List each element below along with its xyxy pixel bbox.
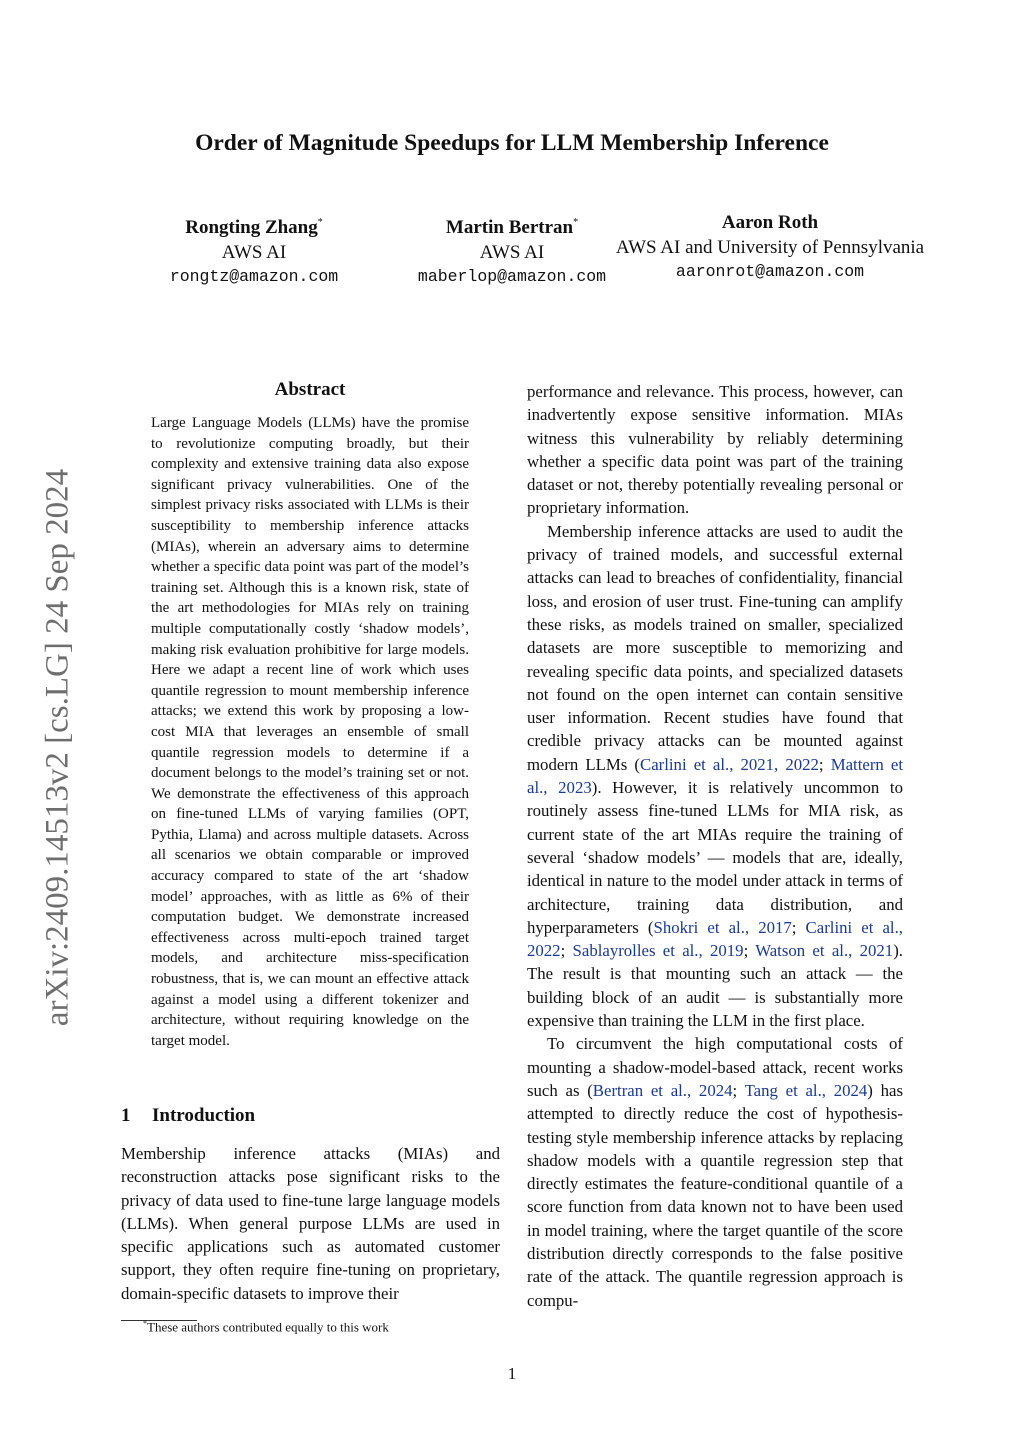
citation-link[interactable]: Shokri et al., 2017 [653,917,792,937]
footnote [143,1316,389,1335]
section-number: 1 [121,1105,131,1126]
citation-link[interactable]: Carlini et al., 2022 [527,917,903,961]
paragraph: To circumvent the high computational costs of mounting a shadow-model-based attack, recent works such as (Bertran et al., 2024; Tang et al., 2024) has attempted to directly reduce the cost of hypothesis-testing style membership inference attacks by replacing shadow models with a quantile regression step that directly estimates the feature-conditional quantile of a score function from data known not to have been used in model training, where the target quantile of the score distribution directly corresponds to the false positive rate of the attack. The quantile regression approach is compu- [527,1034,903,1310]
section-heading-introduction [121,1105,255,1127]
citation-link[interactable]: Bertran et al., 2024 [592,1080,733,1100]
footnote-mark: * [143,1319,147,1328]
author-name: Rongting Zhang* [185,217,323,238]
paragraph: performance and relevance. This process, however, can inadvertently expose sensitive information. MIAs witness this vulnerability by reliably determining whether a specific data point was part of the training dataset or not, thereby potentially revealing personal or proprietary information. [527,382,903,518]
paper-title: Order of Magnitude Speedups for LLM Membership Inference [195,130,829,156]
author-name: Martin Bertran* [445,217,579,238]
citation-link[interactable]: Sablayrolles et al., 2019 [572,941,744,961]
arxiv-side-label: arXiv:2409.14513v2 [cs.LG] 24 Sep 2024 [39,468,76,1027]
right-column [527,380,903,1312]
intro-paragraph-left: Membership inference attacks (MIAs) and reconstruction attacks pose significant risks to the privacy of data used to fine-tune large language models (LLMs). When general purpose LLMs are used in specific applications such as automated customer support, they often require fine-tuning on proprietary, domain-specific datasets to improve their [121,1144,500,1303]
author-affiliation: AWS AI [221,242,287,263]
author-block-2 [402,211,622,289]
abstract-text: Large Language Models (LLMs) have the promise to revolutionize computing broadly, but their complexity and extensive training data also expose significant privacy vulnerabilities. One of the simplest privacy risks associated with LLMs is their susceptibility to membership inference attacks (MIAs), wherein an adversary aims to determine whether a specific data point was part of the model’s training set. Although this is a known risk, state of the art methodologies for MIAs rely on training multiple computationally costly ‘shadow models’, making risk evaluation prohibitive for large models. Here we adapt a recent line of work which uses quantile regression to mount membership inference attacks; we extend this work by proposing a low-cost MIA that leverages an ensemble of small quantile regression models to determine if a document belongs to the model’s training set or not. We demonstrate the effectiveness of this approach on fine-tuned LLMs of varying families (OPT, Pythia, Llama) and across multiple datasets. Across all scenarios we obtain comparable or improved accuracy compared to state of the art ‘shadow model’ approaches, with as little as 6% of their computation budget. We demonstrate increased effectiveness across multi-epoch trained target models, and architecture miss-specification robustness, that is, we can mount an effective attack against a model using a different tokenizer and architecture, without requiring knowledge on the target model. [151,415,469,1049]
author-email[interactable]: maberlop@amazon.com [417,267,607,286]
author-block-1 [154,211,354,289]
footnote-text: These authors contributed equally to this work [147,1319,389,1335]
author-affiliation: AWS AI and University of Pennsylvania [615,237,925,258]
abstract-heading: Abstract [274,379,346,400]
citation-link[interactable]: Carlini et al., 2021, 2022 [640,754,819,774]
paragraph: Membership inference attacks are used to audit the privacy of trained models, and successful external attacks can lead to breaches of confidentiality, financial loss, and erosion of user trust. Fine-tuning can amplify these risks, as models trained on smaller, specialized datasets are more susceptible to memorizing and revealing specific data points, and specialized datasets not found on the open internet can contain sensitive user information. Recent studies have found that credible privacy attacks can be mounted against modern LLMs (Carlini et al., 2021, 2022; Mattern et al., 2023). However, it is relatively uncommon to routinely assess fine-tuned LLMs for MIA risk, as current state of the art MIAs require the training of several ‘shadow models’ — models that are, ideally, identical in nature to the model under attack in terms of architecture, training data distribution, and hyperparameters (Shokri et al., 2017; Carlini et al., 2022; Sablayrolles et al., 2019; Watson et al., 2021). The result is that mounting such an attack — the building block of an audit — is substantially more expensive than training the LLM in the first place. [527,521,904,1031]
section-title: Introduction [152,1105,256,1126]
citation-link[interactable]: Mattern et al., 2023 [527,754,904,798]
author-affiliation: AWS AI [479,242,545,263]
page-number: 1 [507,1364,517,1383]
author-email[interactable]: aaronrot@amazon.com [675,262,865,281]
author-block-3 [600,211,940,284]
citation-link[interactable]: Watson et al., 2021 [755,941,894,961]
citation-link[interactable]: Tang et al., 2024 [744,1080,868,1100]
author-name: Aaron Roth [721,212,819,233]
author-email[interactable]: rongtz@amazon.com [169,267,339,286]
